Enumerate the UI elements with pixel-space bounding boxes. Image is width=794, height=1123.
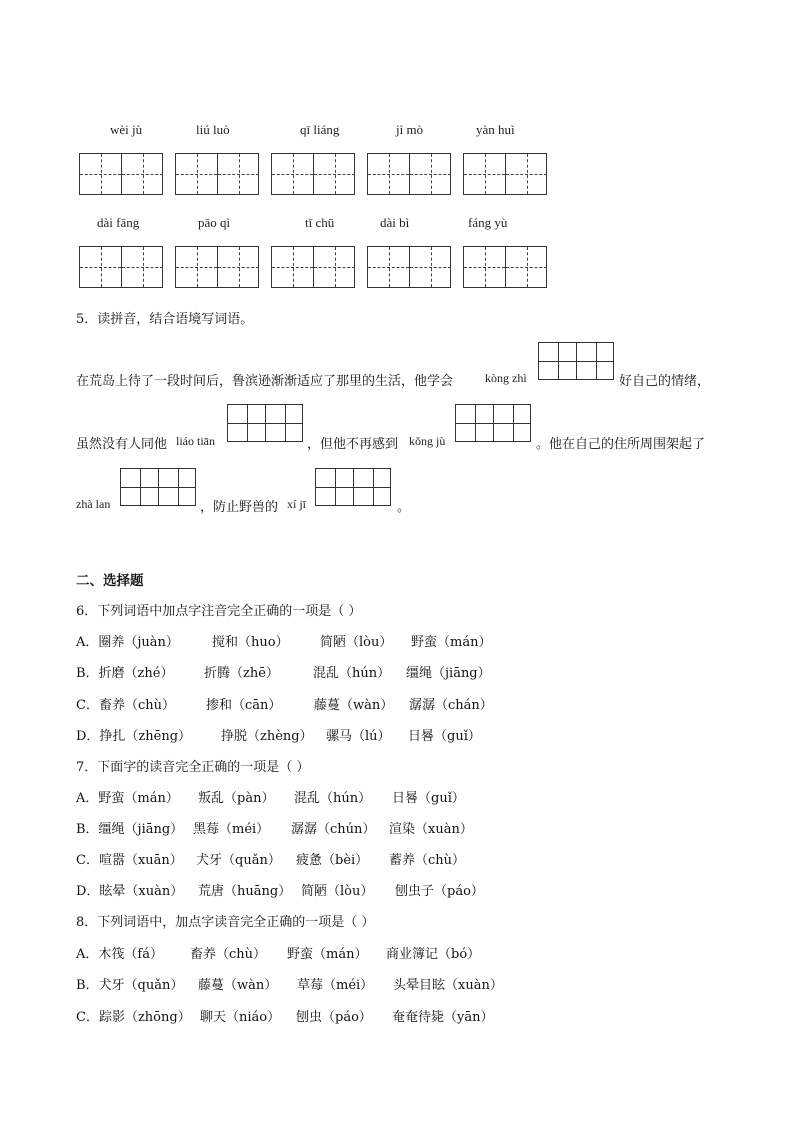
- option-word: 野蛮（mán）: [411, 635, 492, 650]
- pinyin-prompt: zhà lan: [76, 497, 111, 511]
- option-word: 简陋（lòu）: [301, 884, 374, 899]
- option-word: 黑莓（méi）: [193, 822, 270, 837]
- writing-box[interactable]: [175, 153, 259, 195]
- answer-box[interactable]: [120, 468, 196, 506]
- option-word: 聊天（niáo）: [200, 1010, 281, 1025]
- option-word: 混乱（hún）: [313, 666, 391, 681]
- writing-box[interactable]: [79, 153, 163, 195]
- pinyin-label: tī chū: [305, 215, 335, 230]
- answer-box[interactable]: [315, 468, 391, 506]
- option-word: 荒唐（huāng）: [198, 884, 292, 899]
- option-word: 奄奄待毙（yān）: [392, 1010, 494, 1025]
- option-word: 简陋（lòu）: [320, 635, 393, 650]
- question-title: 6．下列词语中加点字注音完全正确的一项是（ ）: [76, 604, 362, 619]
- writing-box[interactable]: [175, 246, 259, 288]
- option-word: B．折磨（zhé）: [76, 666, 174, 681]
- option-word: B．犬牙（quǎn）: [76, 978, 184, 993]
- option-word: 商业簿记（bó）: [386, 947, 481, 962]
- writing-box[interactable]: [463, 246, 547, 288]
- option-word: 掺和（cān）: [206, 698, 282, 713]
- writing-box[interactable]: [79, 246, 163, 288]
- option-word: 日晷（guǐ）: [392, 791, 465, 806]
- writing-box[interactable]: [271, 153, 355, 195]
- option-word: A．木筏（fá）: [76, 947, 163, 962]
- section-heading: 二、选择题: [76, 573, 144, 589]
- pinyin-prompt: xí jī: [287, 497, 307, 511]
- writing-box[interactable]: [367, 246, 451, 288]
- pinyin-prompt: kǒng jù: [409, 434, 446, 448]
- pinyin-label: qī liáng: [300, 122, 340, 137]
- pinyin-label: wèi jù: [110, 122, 143, 137]
- option-word: C．畜养（chù）: [76, 698, 175, 713]
- pinyin-label: yàn huì: [476, 122, 515, 137]
- pinyin-label: liú luò: [196, 122, 230, 137]
- option-word: 藤蔓（wàn）: [198, 978, 278, 993]
- option-word: 草莓（méi）: [297, 978, 374, 993]
- passage-text: ，防止野兽的: [200, 500, 279, 515]
- option-word: 日晷（guǐ）: [408, 729, 481, 744]
- writing-box[interactable]: [271, 246, 355, 288]
- pinyin-label: fáng yù: [468, 215, 508, 230]
- option-word: 刨虫子（páo）: [395, 884, 484, 899]
- option-word: 挣脱（zhèng）: [221, 729, 313, 744]
- option-word: 藤蔓（wàn）: [314, 698, 394, 713]
- question-title: 8．下列词语中，加点字读音完全正确的一项是（ ）: [76, 915, 375, 930]
- passage-text: 好自己的情绪，: [619, 374, 711, 389]
- writing-box[interactable]: [367, 153, 451, 195]
- passage-text: 在荒岛上待了一段时间后，鲁滨逊渐渐适应了那里的生活，他学会: [76, 374, 454, 389]
- pinyin-prompt: liáo tiān: [176, 434, 215, 448]
- option-word: 头晕目眩（xuàn）: [393, 978, 503, 993]
- option-word: 刨虫（páo）: [296, 1010, 372, 1025]
- pinyin-label: jì mò: [396, 122, 424, 137]
- option-word: A．圈养（juàn）: [76, 635, 179, 650]
- option-word: 搅和（huo）: [212, 635, 289, 650]
- option-word: 缰绳（jiāng）: [406, 666, 491, 681]
- question-title: 5．读拼音，结合语境写词语。: [76, 312, 254, 327]
- option-word: C．喧嚣（xuān）: [76, 853, 183, 868]
- passage-text: 。: [397, 500, 411, 515]
- option-word: D．挣扎（zhēng）: [76, 729, 192, 744]
- option-word: 疲惫（bèi）: [296, 853, 369, 868]
- option-word: 渲染（xuàn）: [389, 822, 473, 837]
- pinyin-label: dài fāng: [97, 215, 140, 230]
- option-word: B．缰绳（jiāng）: [76, 822, 184, 837]
- pinyin-label: dài bì: [380, 215, 410, 230]
- answer-box[interactable]: [227, 404, 303, 442]
- answer-box[interactable]: [455, 404, 531, 442]
- option-word: D．眩晕（xuàn）: [76, 884, 184, 899]
- passage-text: 。他在自己的住所周围架起了: [536, 437, 706, 452]
- writing-box[interactable]: [463, 153, 547, 195]
- passage-text: 虽然没有人同他: [76, 437, 168, 452]
- option-word: 蓄养（chù）: [389, 853, 466, 868]
- option-word: 犬牙（quǎn）: [196, 853, 281, 868]
- option-word: A．野蛮（mán）: [76, 791, 179, 806]
- answer-box[interactable]: [538, 342, 614, 380]
- option-word: 骡马（lú）: [326, 729, 391, 744]
- option-word: 畜养（chù）: [190, 947, 267, 962]
- pinyin-prompt: kòng zhì: [485, 371, 527, 385]
- pinyin-label: pāo qì: [198, 215, 231, 230]
- option-word: C．踪影（zhōng）: [76, 1010, 191, 1025]
- option-word: 潺潺（chún）: [291, 822, 376, 837]
- option-word: 叛乱（pàn）: [198, 791, 275, 806]
- option-word: 折腾（zhē）: [204, 666, 279, 681]
- option-word: 野蛮（mán）: [287, 947, 368, 962]
- option-word: 混乱（hún）: [294, 791, 372, 806]
- option-word: 潺潺（chán）: [409, 698, 493, 713]
- question-title: 7．下面字的读音完全正确的一项是（ ）: [76, 760, 310, 775]
- passage-text: ，但他不再感到: [307, 437, 399, 452]
